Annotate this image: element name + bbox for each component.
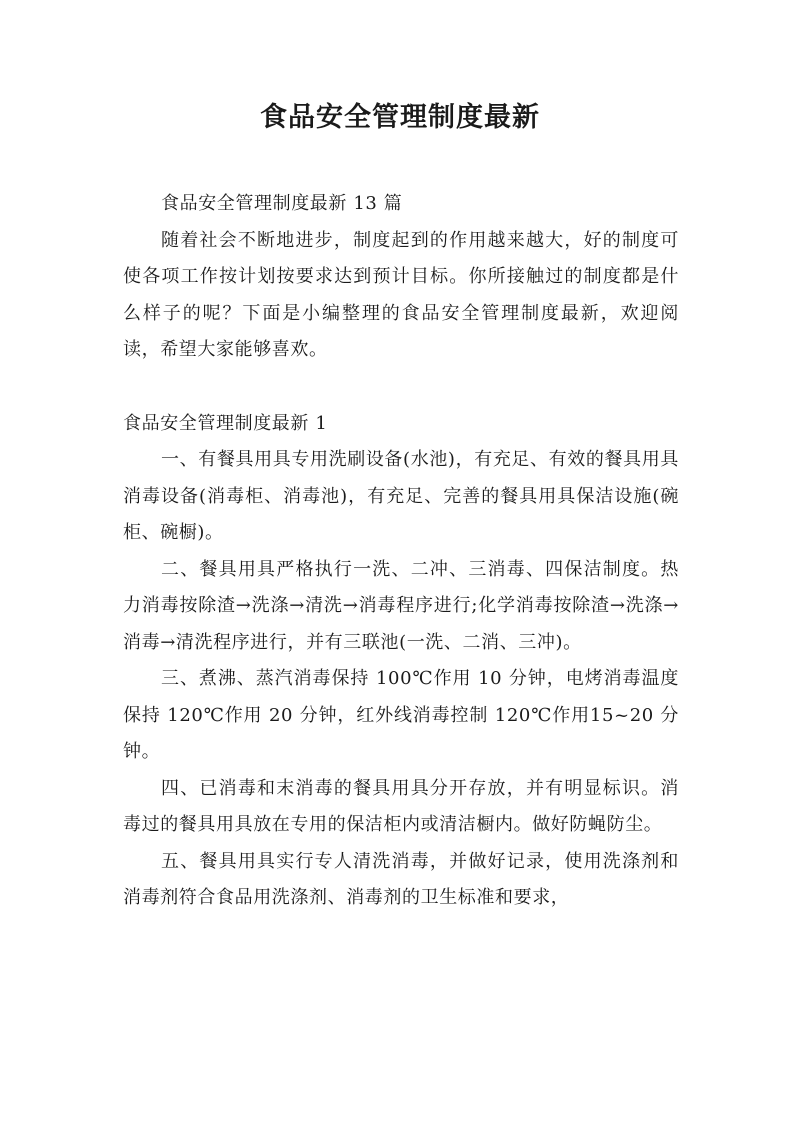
section-paragraph-1: 一、有餐具用具专用洗刷设备(水池)，有充足、有效的餐具用具消毒设备(消毒柜、消毒池)，有充足、完善的餐具用具保洁设施(碗柜、碗橱)。: [123, 449, 679, 543]
document-subtitle: 食品安全管理制度最新 13 篇: [161, 193, 403, 214]
section-heading: 食品安全管理制度最新 1: [123, 412, 328, 434]
section-paragraph-3: 三、煮沸、蒸汽消毒保持 100℃作用 10 分钟，电烤消毒温度保持 120℃作用 20 分钟，红外线消毒控制 120℃作用15~20 分钟。: [123, 668, 679, 762]
paragraph-gap: [123, 369, 679, 406]
intro-paragraph: 随着社会不断地进步，制度起到的作用越来越大，好的制度可使各项工作按计划按要求达到预计目标。你所接触过的制度都是什么样子的呢？下面是小编整理的食品安全管理制度最新，欢迎阅读，希望大家能够喜欢。: [123, 229, 679, 360]
section-paragraph-4: 四、已消毒和末消毒的餐具用具分开存放，并有明显标识。消毒过的餐具用具放在专用的保洁柜内或清洁橱内。做好防蝇防尘。: [123, 777, 679, 835]
document-title: 食品安全管理制度最新: [260, 102, 540, 133]
document-body: [123, 186, 679, 917]
section-paragraph-5: 五、餐具用具实行专人清洗消毒，并做好记录，使用洗涤剂和消毒剂符合食品用洗涤剂、消毒剂的卫生标准和要求，: [123, 850, 679, 908]
section-paragraph-2: 二、餐具用具严格执行一洗、二冲、三消毒、四保洁制度。热力消毒按除渣→洗涤→清洗→消毒程序进行;化学消毒按除渣→洗涤→消毒→清洗程序进行，并有三联池(一洗、二消、三冲)。: [123, 558, 679, 653]
